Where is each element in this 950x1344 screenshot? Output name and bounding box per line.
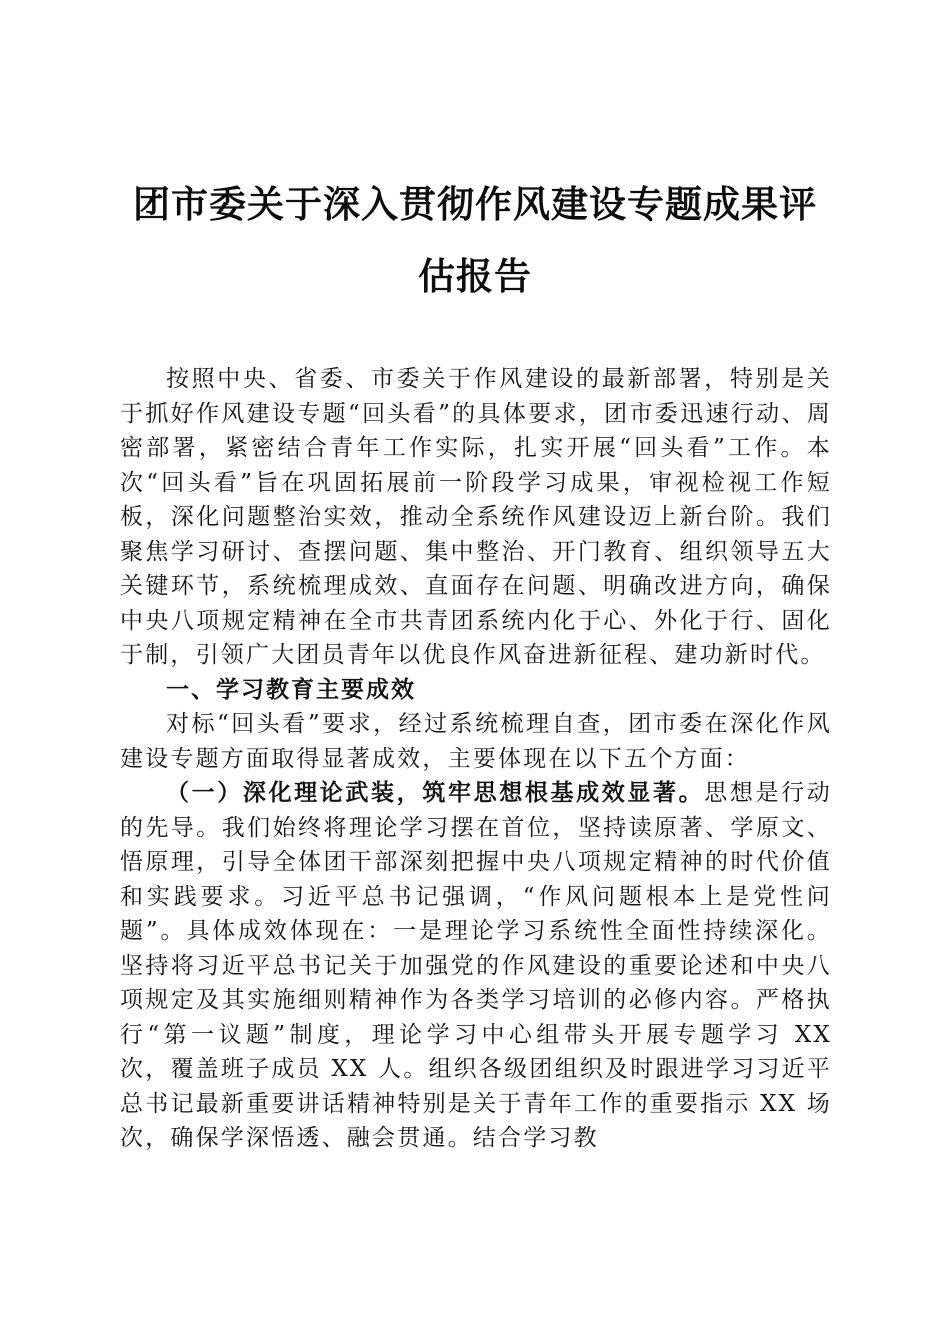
section-1-intro-paragraph: 对标“回头看”要求，经过系统梳理自查，团市委在深化作风建设专题方面取得显著成效，主要体现在以下五个方面： (120, 711, 832, 772)
document-title: 团市委关于深入贯彻作风建设专题成果评估报告 (133, 182, 817, 298)
document-body (120, 362, 832, 1156)
intro-paragraph: 按照中央、省委、市委关于作风建设的最新部署，特别是关于抓好作风建设专题“回头看”的具体要求，团市委迅速行动、周密部署，紧密结合青年工作实际，扎实开展“回头看”工作。本次“回头看”旨在巩固拓展前一阶段学习成果，审视检视工作短板，深化问题整治实效，推动全系统作风建设迈上新台阶。我们聚焦学习研讨、查摆问题、集中整治、开门教育、组织领导五大关键环节，系统梳理成效、直面存在问题、明确改进方向，确保中央八项规定精神在全市共青团系统内化于心、外化于行、固化于制，引领广大团员青年以优良作风奋进新征程、建功新时代。 (120, 366, 832, 668)
subsection-1-paragraph (120, 776, 832, 1156)
subsection-1-lead: （一）深化理论武装，筑牢思想根基成效显著。 (166, 780, 705, 806)
section-heading-1: 一、学习教育主要成效 (166, 676, 416, 703)
subsection-1-body: 思想是行动的先导。我们始终将理论学习摆在首位，坚持读原著、学原文、悟原理，引导全体团干部深刻把握中央八项规定精神的时代价值和实践要求。习近平总书记强调，“作风问题根本上是党性问题”。具体成效体现在：一是理论学习系统性全面性持续深化。坚持将习近平总书记关于加强党的作风建设的重要论述和中央八项规定及其实施细则精神作为各类学习培训的必修内容。严格执行“第一议题”制度，理论学习中心组带头开展专题学习 XX 次，覆盖班子成员 XX 人。组织各级团组织及时跟进学习习近平总书记最新重要讲话精神特别是关于青年工作的重要指示 XX 场次，确保学深悟透、融会贯通。结合学习教 (120, 780, 833, 1151)
